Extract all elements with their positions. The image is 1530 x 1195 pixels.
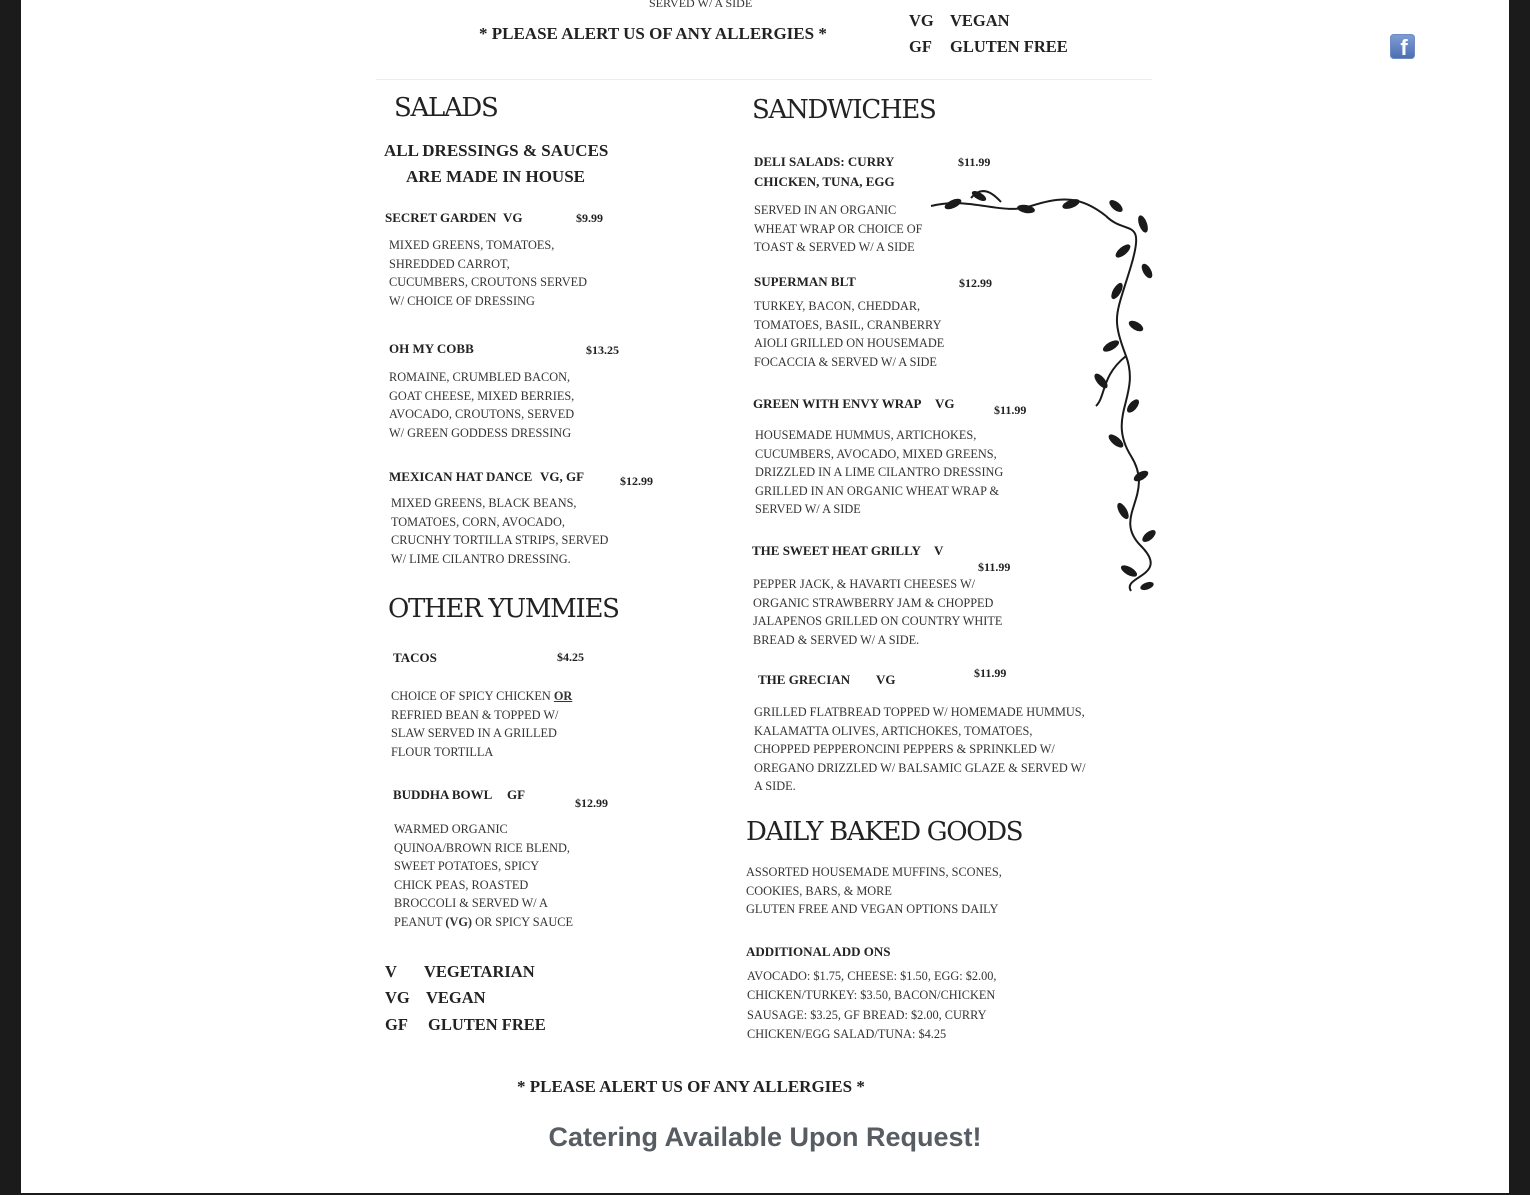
item-name: DELI SALADS: CURRY CHICKEN, TUNA, EGG: [754, 154, 895, 189]
item-description: SERVED IN AN ORGANIC WHEAT WRAP OR CHOICE OF TOAST & SERVED W/ A SIDE: [754, 203, 923, 255]
item-price: $12.99: [575, 796, 608, 810]
item-price: $11.99: [994, 403, 1027, 417]
item-price: $9.99: [576, 211, 603, 225]
top-allergy-notice: * PLEASE ALERT US OF ANY ALLERGIES *: [479, 24, 827, 43]
key-code: GF: [385, 1015, 408, 1034]
key-code: V: [385, 962, 397, 981]
other-yummies-heading: OTHER YUMMIES: [388, 594, 619, 624]
item-description: CHOICE OF SPICY CHICKEN OR REFRIED BEAN & TOPPED W/ SLAW SERVED IN A GRILLED FLOUR TORTILLA: [391, 689, 573, 759]
item-name: BUDDHA BOWL: [393, 787, 493, 802]
addons-description: AVOCADO: $1.75, CHEESE: $1.50, EGG: $2.00, CHICKEN/TURKEY: $3.50, BACON/CHICKEN SAUSAGE: $3.25, GF BREAD: $2.00, CURRY CHICKEN/EGG SALAD/TUNA: $4.25: [747, 969, 997, 1042]
item-tag: VG: [503, 210, 523, 225]
item-price: $11.99: [974, 666, 1007, 680]
item-price: $4.25: [557, 650, 584, 664]
item-price: $11.99: [978, 560, 1011, 574]
top-key-gf: GF: [909, 37, 932, 56]
item-description: TURKEY, BACON, CHEDDAR, TOMATOES, BASIL, CRANBERRY AIOLI GRILLED ON HOUSEMADE FOCACCIA & SERVED W/ A SIDE: [754, 299, 945, 369]
item-price: $13.25: [586, 343, 619, 357]
item-tag: V: [934, 543, 944, 558]
item-description: MIXED GREENS, TOMATOES, SHREDDED CARROT, CUCUMBERS, CROUTONS SERVED W/ CHOICE OF DRESSING: [389, 238, 587, 308]
salads-heading: SALADS: [394, 93, 498, 123]
page-canvas: [21, 0, 1509, 1193]
allergy-notice: * PLEASE ALERT US OF ANY ALLERGIES *: [517, 1077, 865, 1096]
item-price: $12.99: [620, 474, 653, 488]
item-tag: VG: [935, 396, 955, 411]
catering-banner: Catering Available Upon Request!: [548, 1122, 982, 1152]
salads-note-1: ALL DRESSINGS & SAUCES: [384, 141, 609, 160]
item-tag: VG, GF: [540, 469, 585, 484]
item-tag: VG: [876, 672, 896, 687]
item-name: GREEN WITH ENVY WRAP: [753, 396, 922, 411]
item-description: HOUSEMADE HUMMUS, ARTICHOKES, CUCUMBERS, AVOCADO, MIXED GREENS, DRIZZLED IN A LIME CILANTRO DRESSING GRILLED IN AN ORGANIC WHEAT WRAP & SERVED W/ A SIDE: [755, 428, 1004, 517]
key-label: VEGAN: [426, 988, 486, 1007]
sandwiches-heading: SANDWICHES: [752, 95, 936, 125]
divider: [376, 79, 1152, 80]
top-key-vg: VG: [909, 11, 934, 30]
item-description: ROMAINE, CRUMBLED BACON, GOAT CHEESE, MIXED BERRIES, AVOCADO, CROUTONS, SERVED W/ GREEN GODDESS DRESSING: [389, 370, 575, 440]
item-name: OH MY COBB: [389, 341, 474, 356]
top-key-vg-label: VEGAN: [950, 11, 1010, 30]
item-price: $11.99: [958, 155, 991, 169]
item-name: SECRET GARDEN: [385, 210, 497, 225]
baked-goods-description: ASSORTED HOUSEMADE MUFFINS, SCONES, COOKIES, BARS, & MORE GLUTEN FREE AND VEGAN OPTIONS DAILY: [746, 865, 1002, 917]
item-name: THE GRECIAN: [758, 672, 851, 687]
addons-heading: ADDITIONAL ADD ONS: [746, 944, 891, 959]
vine-decoration: [911, 176, 1161, 606]
key-label: VEGETARIAN: [424, 962, 535, 981]
baked-goods-heading: DAILY BAKED GOODS: [746, 817, 1023, 847]
item-description: GRILLED FLATBREAD TOPPED W/ HOMEMADE HUMMUS, KALAMATTA OLIVES, ARTICHOKES, TOMATOES, CHOPPED PEPPERONCINI PEPPERS & SPRINKLED W/ OREGANO DRIZZLED W/ BALSAMIC GLAZE & SERVED W/ A SIDE.: [754, 705, 1086, 794]
top-partial-text: SERVED W/ A SIDE: [649, 0, 753, 10]
item-name: MEXICAN HAT DANCE: [389, 469, 533, 484]
menu-image: [21, 0, 1509, 1110]
key-code: VG: [385, 988, 410, 1007]
item-description: WARMED ORGANIC QUINOA/BROWN RICE BLEND, SWEET POTATOES, SPICY CHICK PEAS, ROASTED BROCCOLI & SERVED W/ A PEANUT (VG) OR SPICY SAUCE: [394, 822, 574, 929]
item-name: TACOS: [393, 650, 437, 665]
item-name: SUPERMAN BLT: [754, 274, 856, 289]
salads-note-2: ARE MADE IN HOUSE: [406, 167, 585, 186]
item-description: PEPPER JACK, & HAVARTI CHEESES W/ ORGANIC STRAWBERRY JAM & CHOPPED JALAPENOS GRILLED ON COUNTRY WHITE BREAD & SERVED W/ A SIDE.: [753, 577, 1003, 647]
key-label: GLUTEN FREE: [428, 1015, 546, 1034]
top-key-gf-label: GLUTEN FREE: [950, 37, 1068, 56]
item-price: $12.99: [959, 276, 992, 290]
item-tag: GF: [507, 787, 526, 802]
item-name: THE SWEET HEAT GRILLY: [752, 543, 921, 558]
facebook-icon: f: [1400, 35, 1408, 60]
item-description: MIXED GREENS, BLACK BEANS, TOMATOES, CORN, AVOCADO, CRUCNHY TORTILLA STRIPS, SERVED W/ LIME CILANTRO DRESSING.: [391, 496, 609, 566]
